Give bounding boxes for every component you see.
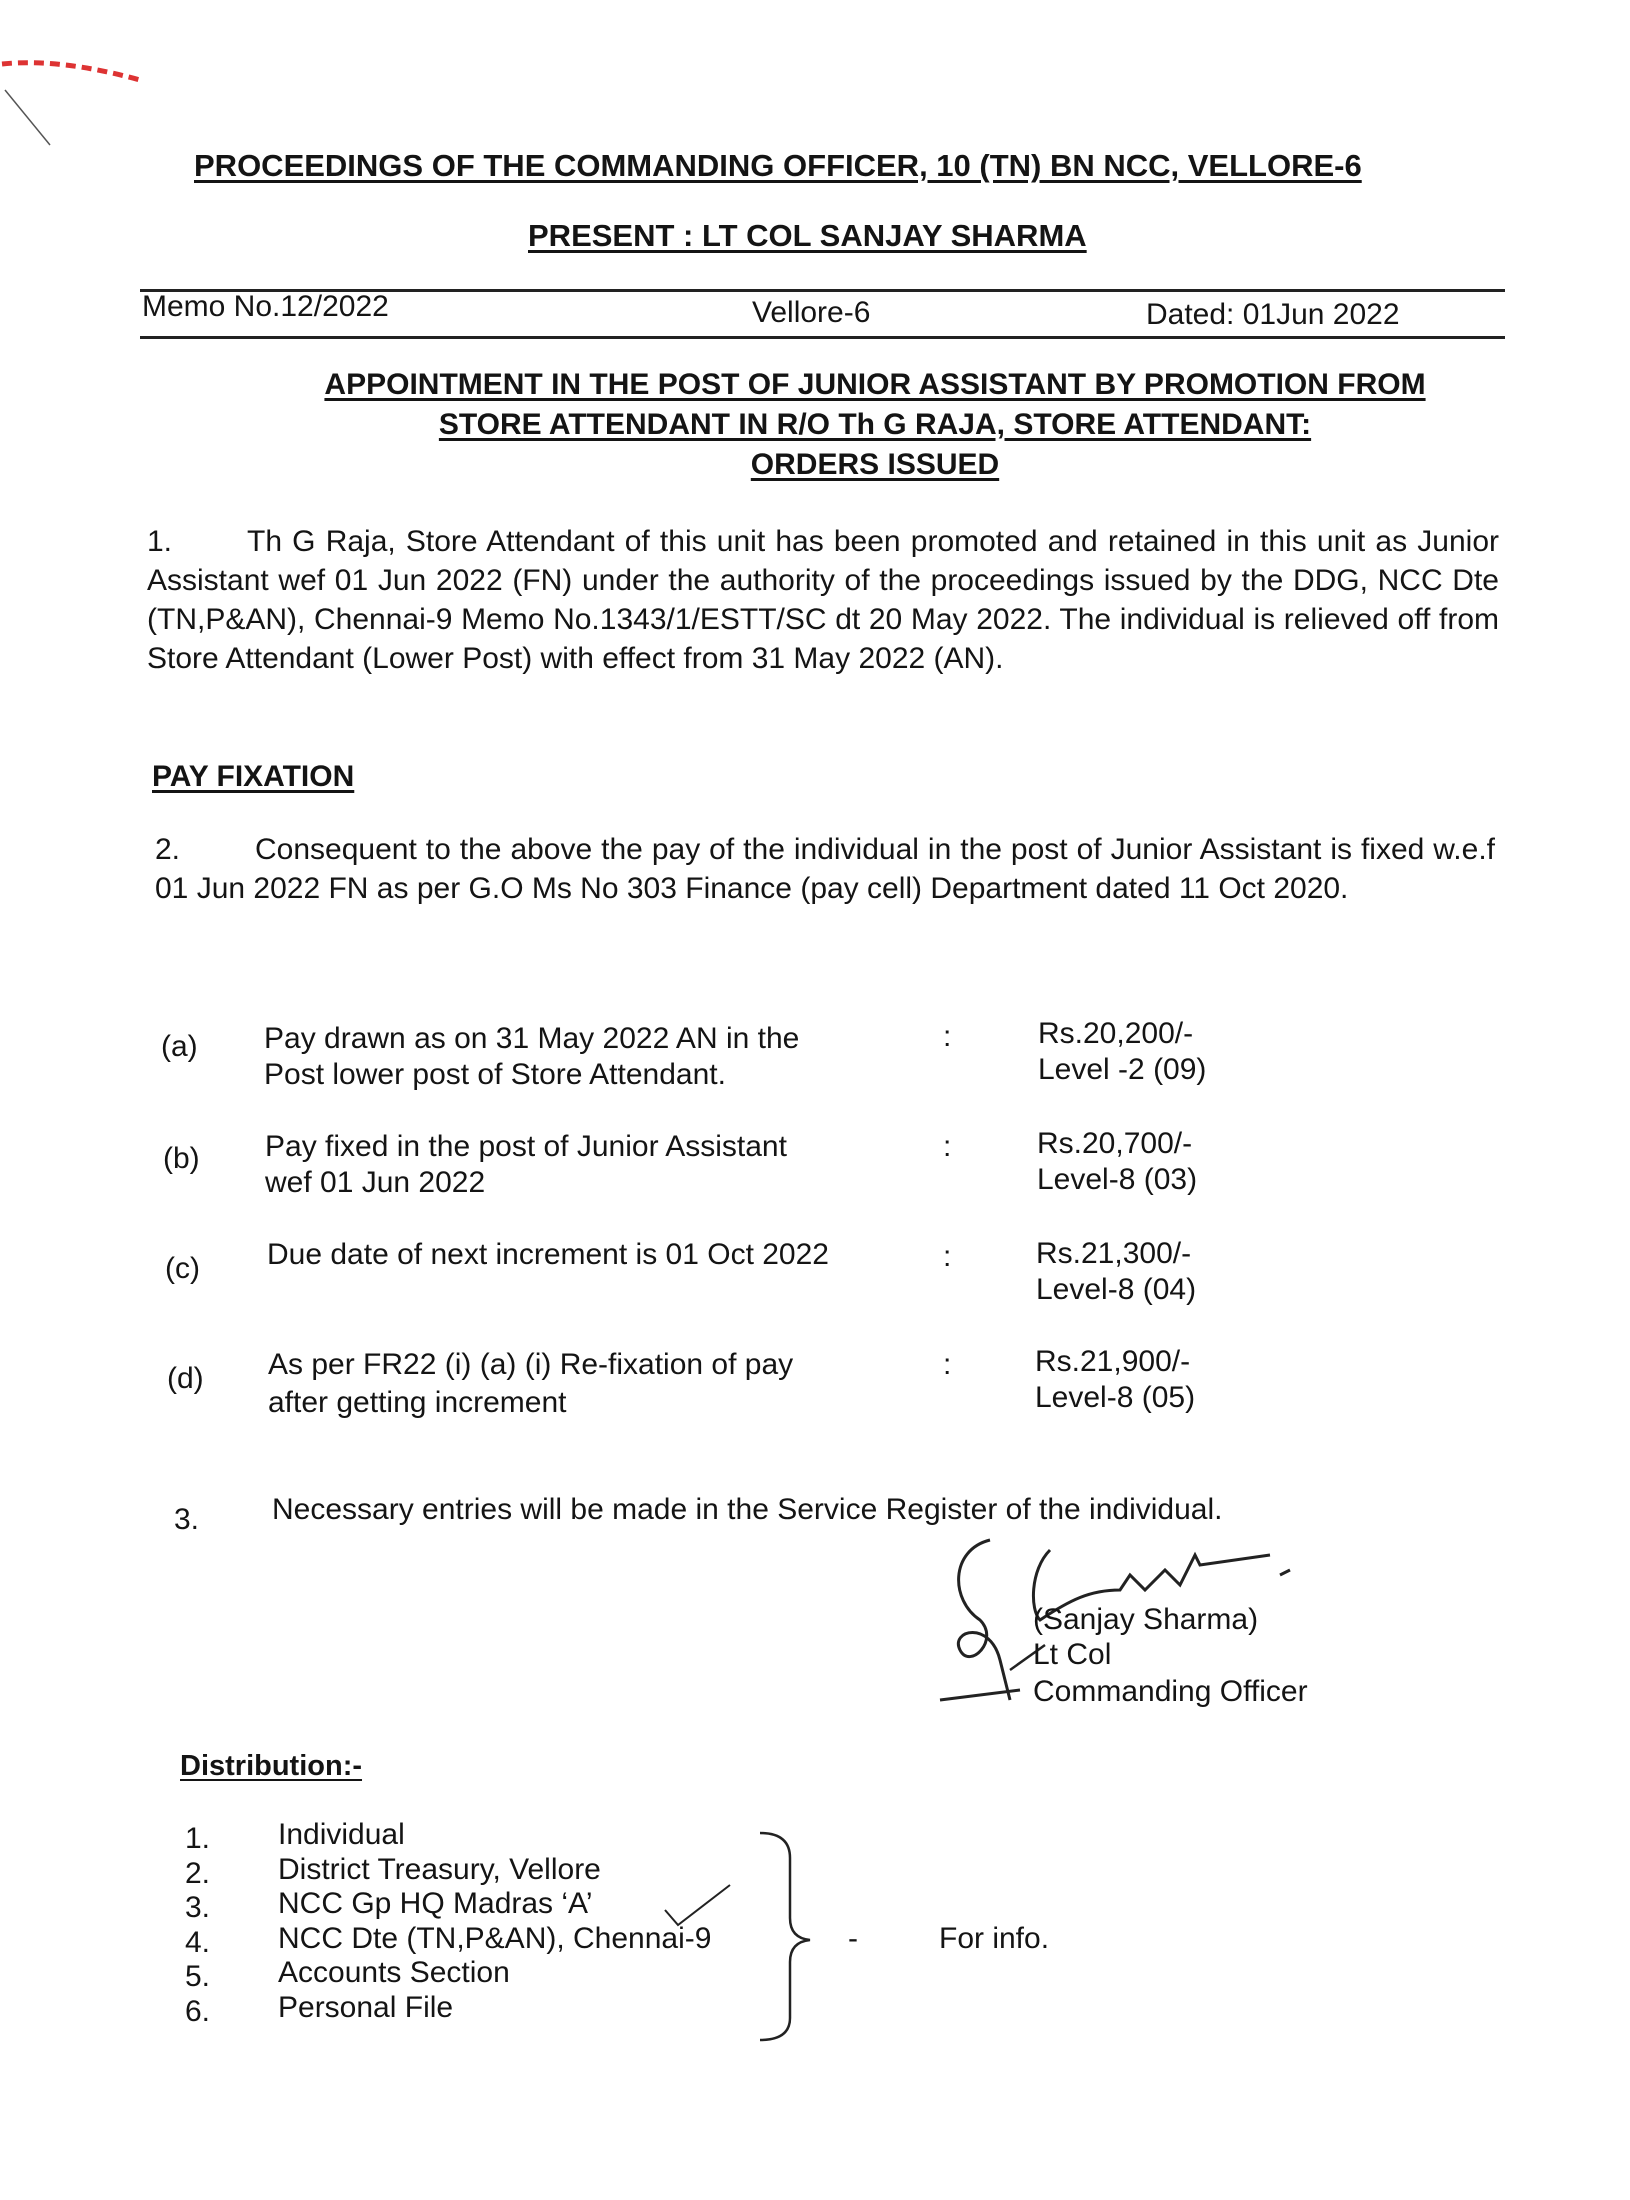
distribution-item: Accounts Section (278, 1956, 510, 1989)
distribution-item-number: 6. (185, 1994, 211, 2028)
distribution-item-number: 3. (185, 1891, 211, 1924)
pay-item-level: Level-8 (05) (1035, 1381, 1196, 1414)
grouping-brace (755, 1828, 815, 2048)
subject-line-2: STORE ATTENDANT IN R/O Th G RAJA, STORE ATTENDANT: (438, 408, 1312, 441)
paragraph-1 (147, 522, 1499, 678)
signatory-name: (Sanjay Sharma) (1033, 1603, 1259, 1636)
distribution-item-number: 4. (185, 1925, 211, 1959)
pay-item-amount: Rs.20,200/- (1038, 1017, 1194, 1050)
pay-item-desc: wef 01 Jun 2022 (265, 1166, 486, 1199)
memo-place: Vellore-6 (752, 296, 871, 329)
paragraph-2 (155, 830, 1495, 908)
pay-fixation-heading: PAY FIXATION (152, 760, 355, 793)
distribution-item: Personal File (278, 1990, 454, 2024)
paragraph-number: 1. (147, 525, 173, 558)
paragraph-3-text: Necessary entries will be made in the Service Register of the individual. (272, 1493, 1223, 1526)
pay-item-sep: : (943, 1348, 952, 1381)
distribution-dash: - (848, 1922, 858, 1955)
distribution-item: District Treasury, Vellore (278, 1852, 601, 1886)
pay-item-label: (b) (163, 1142, 200, 1175)
distribution-item-number: 2. (185, 1856, 211, 1890)
subject-line-3: ORDERS ISSUED (750, 448, 1000, 481)
subject-line-1: APPOINTMENT IN THE POST OF JUNIOR ASSISTANT BY PROMOTION FROM (324, 368, 1426, 401)
pay-item-level: Level-8 (04) (1036, 1273, 1197, 1306)
pay-item-desc: Post lower post of Store Attendant. (264, 1058, 726, 1091)
pay-item-desc: Due date of next increment is 01 Oct 2022 (267, 1238, 829, 1271)
paragraph-number: 2. (155, 833, 181, 866)
distribution-numbers (185, 1822, 210, 2029)
distribution-note: For info. (939, 1922, 1050, 1955)
signatory-designation: Commanding Officer (1033, 1675, 1308, 1708)
pay-item-label: (a) (161, 1030, 198, 1063)
distribution-item-number: 1. (185, 1822, 211, 1855)
distribution-item: Individual (278, 1818, 405, 1851)
distribution-item-number: 5. (185, 1960, 211, 1993)
pay-item-level: Level-8 (03) (1037, 1163, 1198, 1196)
pay-item-label: (c) (165, 1252, 200, 1285)
corner-stamp-mark (0, 50, 160, 160)
tick-mark (660, 1880, 740, 1930)
bottom-rule (140, 336, 1505, 339)
memo-date: Dated: 01Jun 2022 (1146, 298, 1400, 331)
pay-item-sep: : (943, 1240, 952, 1273)
paragraph-3-number: 3. (174, 1503, 200, 1536)
pay-item-desc: As per FR22 (i) (a) (i) Re-fixation of pay (268, 1348, 794, 1381)
distribution-item: NCC Dte (TN,P&AN), Chennai-9 (278, 1921, 712, 1955)
pay-item-desc: after getting increment (268, 1386, 567, 1419)
distribution-item: NCC Gp HQ Madras ‘A’ (278, 1887, 593, 1920)
paragraph-text: Th G Raja, Store Attendant of this unit has been promoted and retained in this unit as Junior Assistant wef 01 Jun 2022 (FN) under the authority of the proceedings issued by the DDG, NCC Dte (TN,P&AN), Chennai-9 Memo No.1343/1/ESTT/SC dt 20 May 2022. The individual is relieved off from Store Attendant (Lower Post) with effect from 31 May 2022 (AN). (147, 525, 1499, 675)
pay-item-desc: Pay drawn as on 31 May 2022 AN in the (264, 1022, 800, 1055)
distribution-heading: Distribution:- (180, 1750, 363, 1782)
pay-item-desc: Pay fixed in the post of Junior Assistant (265, 1130, 787, 1163)
distribution-list (278, 1818, 711, 2025)
subject-heading (230, 365, 1520, 485)
memo-number: Memo No.12/2022 (142, 290, 389, 323)
document-title: PROCEEDINGS OF THE COMMANDING OFFICER, 10 (TN) BN NCC, VELLORE-6 (194, 148, 1362, 183)
pay-item-sep: : (943, 1020, 952, 1053)
pay-item-level: Level -2 (09) (1038, 1053, 1207, 1086)
pay-item-amount: Rs.21,300/- (1036, 1237, 1192, 1270)
paragraph-text: Consequent to the above the pay of the individual in the post of Junior Assistant is fixed w.e.f 01 Jun 2022 FN as per G.O Ms No 303 Finance (pay cell) Department dated 11 Oct 2020. (155, 833, 1495, 905)
pay-item-label: (d) (167, 1362, 204, 1395)
pay-item-sep: : (943, 1130, 952, 1163)
pay-item-amount: Rs.20,700/- (1037, 1127, 1193, 1160)
present-line: PRESENT : LT COL SANJAY SHARMA (528, 218, 1087, 253)
signatory-rank: Lt Col (1033, 1638, 1112, 1671)
pay-item-amount: Rs.21,900/- (1035, 1345, 1191, 1378)
